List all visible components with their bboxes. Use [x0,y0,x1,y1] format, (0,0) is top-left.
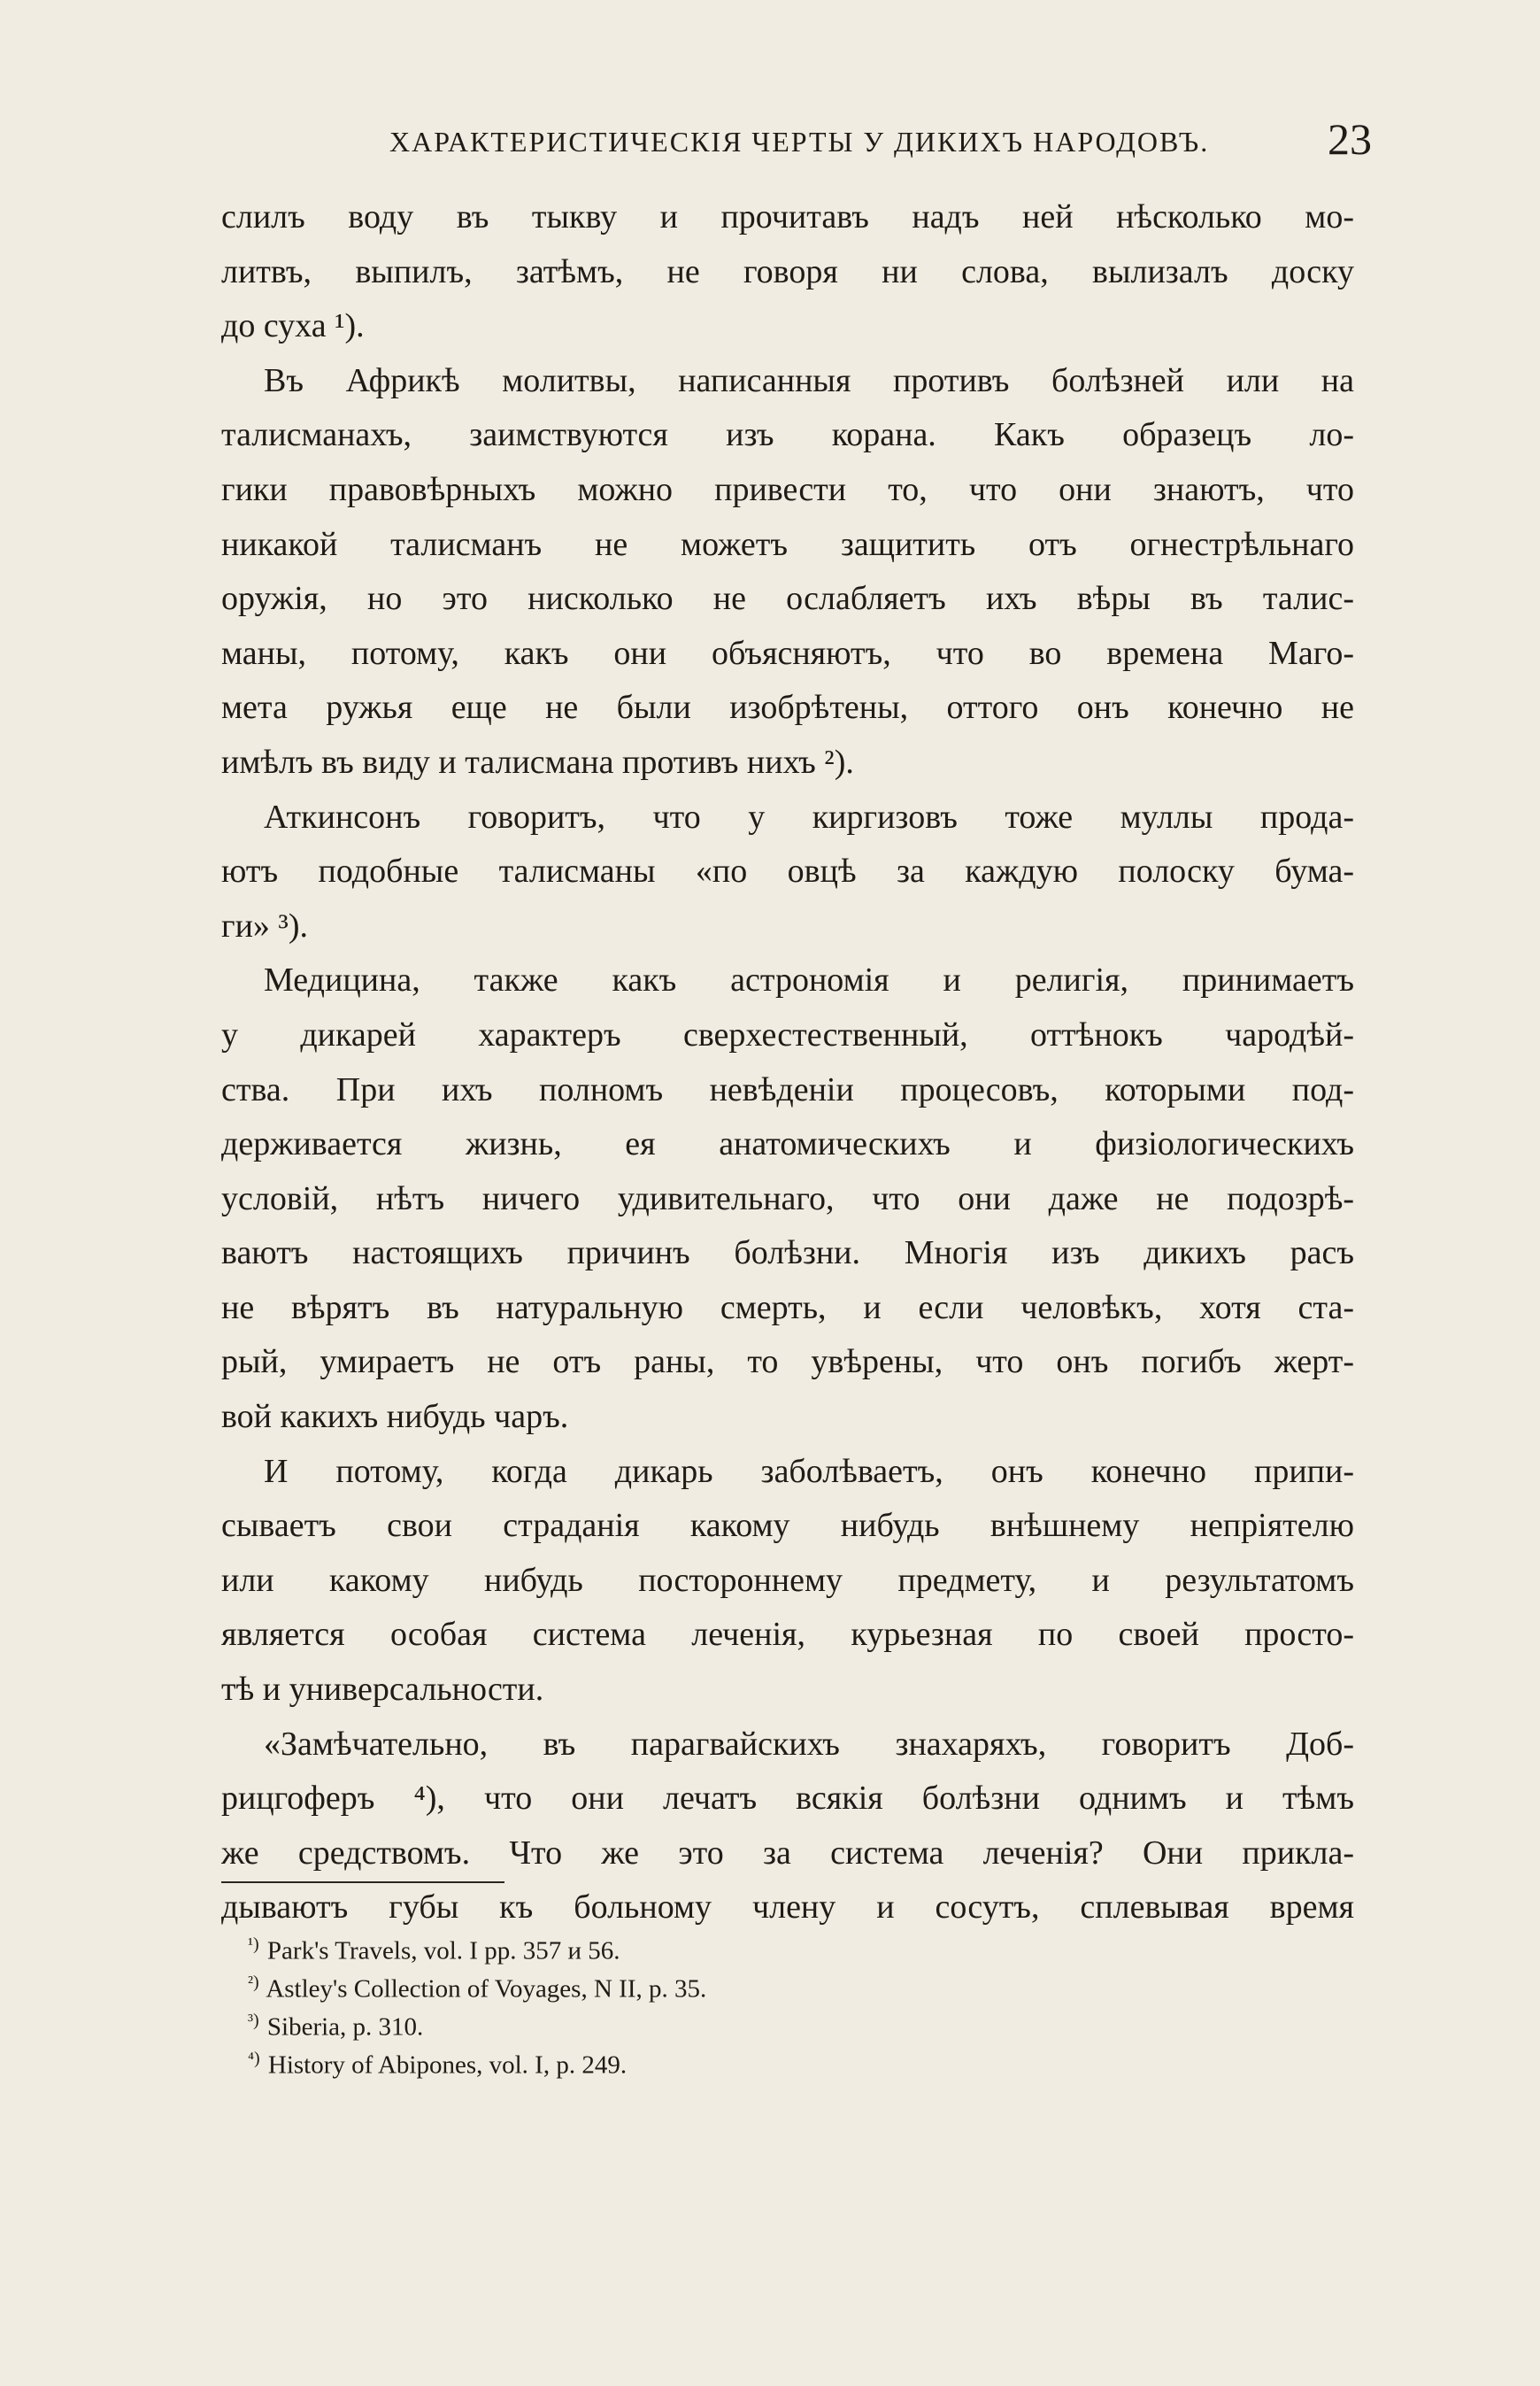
footnote [248,1964,1044,2002]
text-line: Аткинсонъ говоритъ, что у киргизовъ тоже муллы прода- [264,798,1354,836]
footnote-text: History of Abipones, vol. I, p. 249. [267,2050,628,2080]
text-line: ства. При ихъ полномъ невѣденіи процесовъ, которыми под- [221,1070,1354,1108]
paragraph [221,954,1354,1444]
text-line: сываетъ свои страданія какому нибудь внѣшнему непріятелю [221,1507,1354,1545]
text-line: является особая система леченія, курьезная по своей просто- [221,1616,1354,1654]
paragraph [221,190,1354,354]
text-line: Медицина, также какъ астрономія и религія, принимаетъ [264,961,1354,1000]
paragraph [221,1718,1354,1935]
text-line: Въ Африкѣ молитвы, написанныя противъ болѣзней или на [264,361,1354,399]
footnotes [248,1926,1044,2078]
text-line: маны, потому, какъ они объясняютъ, что во времена Маго- [221,634,1354,672]
text-line: держивается жизнь, ея анатомическихъ и физіологическихъ [221,1125,1354,1163]
paragraph [221,791,1354,954]
footnote [248,2040,1044,2078]
text-line: условій, нѣтъ ничего удивительнаго, что они даже не подозрѣ- [221,1179,1354,1217]
text-line: же средствомъ. Что же это за система леченія? Они прикла- [221,1834,1354,1872]
footnote-number: ⁴) [248,2049,260,2068]
text-line: никакой талисманъ не можетъ защитить отъ огнестрѣльнаго [221,525,1354,563]
text-line: вой какихъ нибудь чаръ. [221,1398,569,1436]
running-title: ХАРАКТЕРИСТИЧЕСКІЯ ЧЕРТЫ У ДИКИХЪ НАРОДОВЪ. [389,126,1210,158]
text-line: И потому, когда дикарь заболѣваетъ, онъ конечно припи- [264,1452,1354,1490]
paragraph [221,354,1354,791]
text-line: гики правовѣрныхъ можно привести то, что они знаютъ, что [221,470,1354,508]
text-line: ваютъ настоящихъ причинъ болѣзни. Многія изъ дикихъ расъ [221,1234,1354,1272]
footnote-text: Siberia, p. 310. [266,2012,424,2042]
text-line: или какому нибудь постороннему предмету, и результатомъ [221,1561,1354,1599]
text-line: тѣ и универсальности. [221,1671,544,1709]
footnote-number: ¹) [248,1934,259,1954]
text-line: у дикарей характеръ сверхестественный, оттѣнокъ чародѣй- [221,1015,1354,1054]
footnote-number: ²) [248,1973,259,1992]
text-line: ги» ³). [221,907,308,945]
text-line: дываютъ губы къ больному члену и сосутъ, сплевывая время [221,1888,1354,1927]
footnote-text: Astley's Collection of Voyages, N II, p. 35. [266,1974,707,2004]
text-line: не вѣрятъ въ натуральную смерть, и если человѣкъ, хотя ста- [221,1288,1354,1326]
text-line: до суха ¹). [221,307,365,345]
body-text [221,190,1354,1935]
text-line: «Замѣчательно, въ парагвайскихъ знахаряхъ, говоритъ Доб- [264,1725,1354,1763]
footnote [248,1926,1044,1964]
paragraph [221,1445,1354,1718]
text-line: слилъ воду въ тыкву и прочитавъ надъ ней нѣсколько мо- [221,198,1354,236]
text-line: имѣлъ въ виду и талисмана противъ нихъ ²). [221,743,854,781]
text-line: оружія, но это нисколько не ослабляетъ ихъ вѣры въ талис- [221,580,1354,618]
text-line: талисманахъ, заимствуются изъ корана. Какъ образецъ ло- [221,416,1354,454]
text-line: рицгоферъ ⁴), что они лечатъ всякія болѣзни однимъ и тѣмъ [221,1780,1354,1818]
text-line: ютъ подобные талисманы «по овцѣ за каждую полоску бума- [221,853,1354,891]
text-line: литвъ, выпилъ, затѣмъ, не говоря ни слова, вылизалъ доску [221,252,1354,290]
page-number: 23 [1328,114,1372,164]
footnote [248,2002,1044,2040]
footnote-separator [221,1881,504,1883]
running-header [389,114,1372,170]
footnote-number: ³) [248,2011,259,2030]
footnote-text: Park's Travels, vol. I pp. 357 и 56. [266,1936,620,1965]
text-line: рый, умираетъ не отъ раны, то увѣрены, что онъ погибъ жерт- [221,1343,1354,1381]
text-line: мета ружья еще не были изобрѣтены, оттого онъ конечно не [221,689,1354,727]
